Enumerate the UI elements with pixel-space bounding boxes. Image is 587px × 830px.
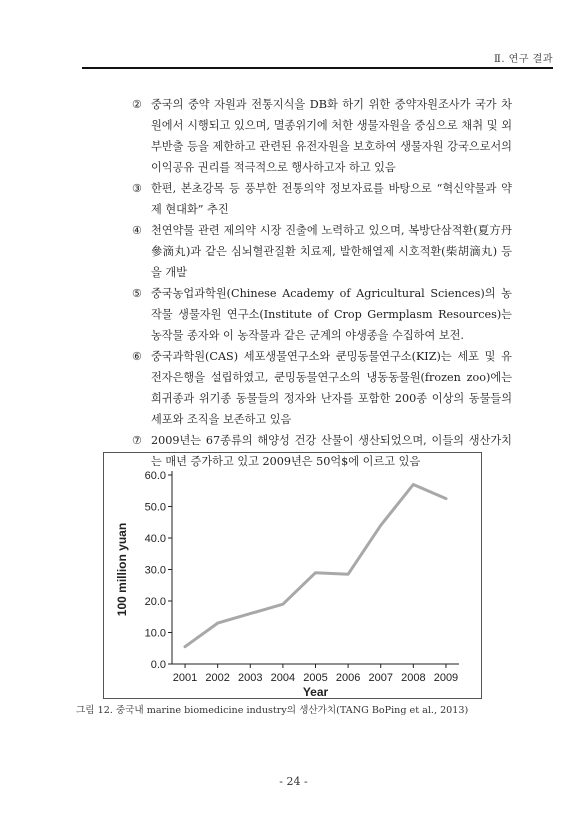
y-tick-label: 50.0: [144, 501, 166, 514]
y-tick-label: 20.0: [144, 596, 166, 608]
series-line: [185, 485, 446, 647]
x-tick-label: 2001: [172, 672, 198, 684]
y-tick-label: 60.0: [144, 470, 166, 482]
x-tick-label: 2006: [335, 672, 361, 684]
x-ticks: [173, 664, 458, 684]
list-item: [132, 346, 512, 430]
x-tick-label: 2003: [238, 672, 263, 684]
list-item: [132, 220, 512, 283]
figure-caption: 그림 12. 중국내 marine biomedicine industry의 생산가치(TANG BoPing et al., 2013): [76, 705, 469, 716]
item-text: 2009년는 67종류의 해양성 건강 산물이 생산되었으며, 이들의 생산가치는 매년 증가하고 있고 2009년은 50억$에 이르고 있음: [151, 434, 512, 468]
x-tick-label: 2007: [368, 672, 393, 684]
chart-axes: [172, 471, 459, 664]
production-value-chart: [104, 453, 481, 698]
x-tick-label: 2008: [401, 672, 426, 684]
item-number: ④: [132, 224, 143, 237]
list-item: [132, 178, 512, 220]
item-text: 한편, 본초강목 등 풍부한 전통의약 정보자료를 바탕으로 “혁신약물과 약제 현대화” 추진: [151, 182, 512, 216]
item-text: 중국농업과학원(Chinese Academy of Agricultural Sciences)의 농작물 생물자원 연구소(Institute of Crop Germplasm Resources)는 농작물 종자와 이 농작물과 같은 군계의 야생종을 수집하여 보전.: [151, 287, 512, 342]
y-ticks: [145, 470, 172, 671]
y-tick-label: 0.0: [150, 659, 166, 671]
item-text: 중국의 중약 자원과 전통지식을 DB화 하기 위한 중약자원조사가 국가 차원에서 시행되고 있으며, 멸종위기에 처한 생물자원을 중심으로 채취 및 외부반출 등을 제한하고 관련된 유전자원을 보호하여 생물자원 강국으로서의 이익공유 권리를 적극적으로 행사하고자 하고 있음: [151, 98, 512, 174]
x-tick-label: 2002: [205, 672, 230, 684]
page-header: [0, 0, 587, 65]
y-tick-label: 30.0: [144, 564, 166, 577]
item-number: ⑦: [132, 434, 143, 447]
item-number: ②: [132, 98, 143, 111]
item-list: [132, 94, 512, 472]
page-number: - 24 -: [279, 775, 308, 788]
section-title: Ⅱ. 연구 결과: [494, 54, 553, 65]
item-text: 중국과학원(CAS) 세포생물연구소와 쿤밍동물연구소(KIZ)는 세포 및 유전자은행을 설립하였고, 쿤밍동물연구소의 냉동동물원(frozen zoo)에는 희귀종과 위기종 동물들의 정자와 난자를 포함한 200종 이상의 동물들의 세포와 조직을 보존하고 있음: [151, 350, 512, 426]
x-axis-label: Year: [302, 685, 329, 698]
y-axis-label: 100 million yuan: [115, 522, 129, 617]
x-tick-label: 2009: [433, 672, 459, 684]
y-tick-label: 10.0: [144, 627, 166, 640]
header-rule: [82, 67, 553, 69]
x-tick-label: 2004: [270, 672, 296, 684]
list-item: [132, 283, 512, 346]
x-tick-label: 2005: [303, 672, 328, 684]
figure-box: [103, 452, 482, 699]
list-item: [132, 94, 512, 178]
item-text: 천연약물 관련 제의약 시장 진출에 노력하고 있으며, 복방단삼적환(夏方丹參滴丸)과 같은 심뇌혈관질환 치료제, 발한해열제 시호적환(柴胡滴丸) 등을 개발: [151, 224, 512, 279]
item-number: ⑥: [132, 350, 143, 363]
item-number: ③: [132, 182, 143, 195]
y-tick-label: 40.0: [144, 533, 166, 545]
item-number: ⑤: [132, 287, 143, 300]
